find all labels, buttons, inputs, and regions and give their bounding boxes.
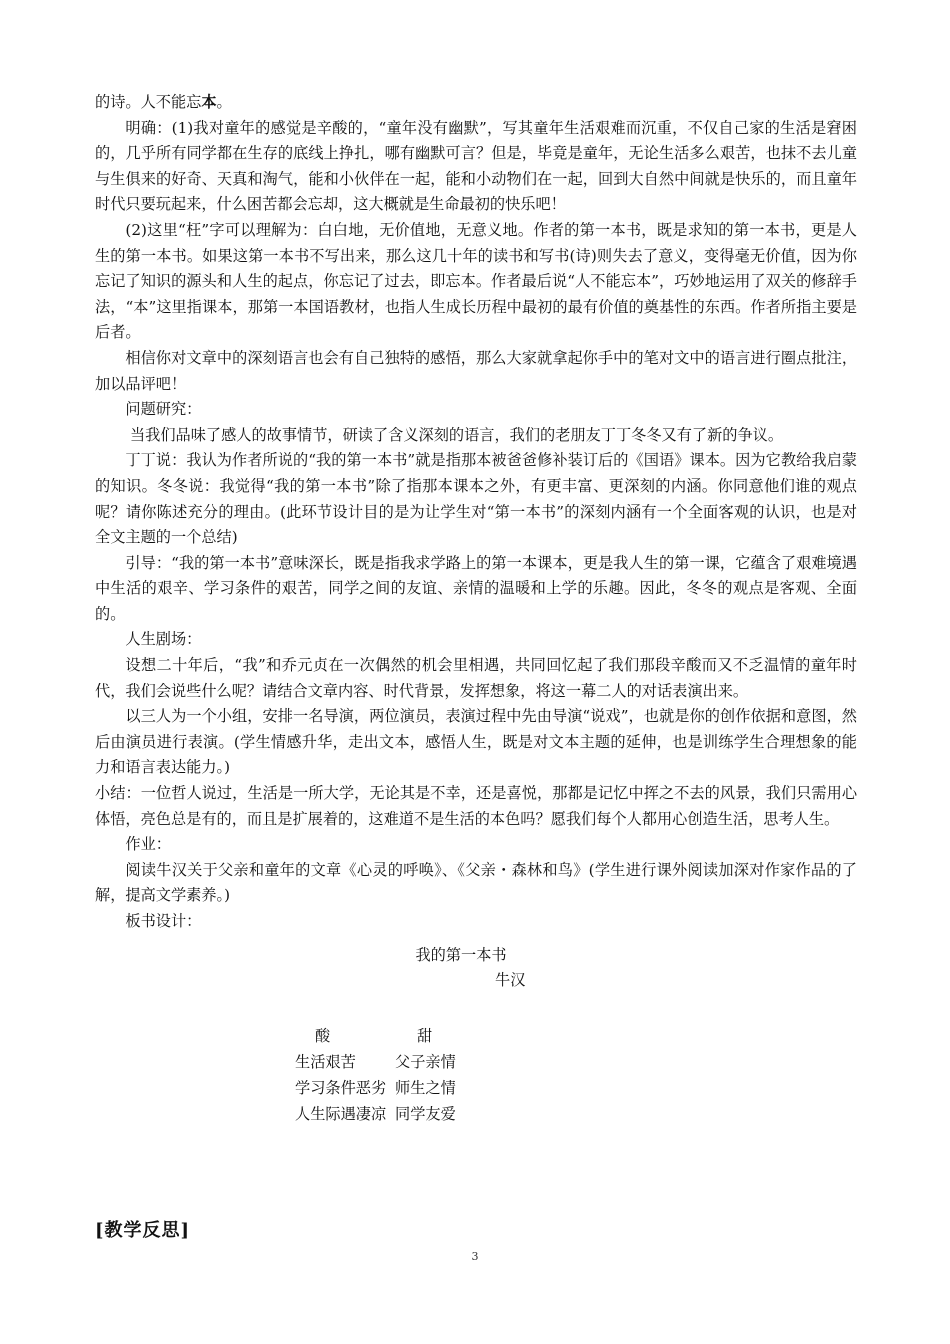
paragraph-homework: 阅读牛汉关于父亲和童年的文章《心灵的呼唤》、《父亲・森林和鸟》(学生进行课外阅读加深对作家作品的了解，提高文学素养。): [95, 860, 857, 905]
board-left-item: 生活艰苦: [295, 1052, 356, 1071]
paragraph-annotation-prompt: 相信你对文章中的深刻语言也会有自己独特的感悟，那么大家就拿起你手中的笔对文中的语言进行圈点批注，加以品评吧！: [95, 348, 857, 393]
heading-homework: 作业：: [125, 835, 171, 854]
paragraph-clarify-1: 明确：(1)我对童年的感觉是辛酸的，“童年没有幽默”，写其童年生活艰难而沉重，不仅自己家的生活是窘困的，几乎所有同学都在生存的底线上挣扎，哪有幽默可言？但是，毕竟是童年，无论生活多么艰苦，也抹不去儿童与生俱来的好奇、天真和淘气，能和小伙伴在一起，能和小动物们在一起，回到大自然中间就是快乐的，而且童年时代只要玩起来，什么困苦都会忘却，这大概就是生命最初的快乐吧！: [95, 118, 857, 214]
paragraph-intro: [95, 90, 857, 116]
bold-text-run: 本: [201, 93, 217, 111]
board-title: 我的第一本书: [415, 945, 507, 964]
heading-life-theater: 人生剧场：: [125, 630, 202, 649]
board-left-item: 人生际遇凄凉: [295, 1104, 387, 1123]
board-row: [95, 1076, 857, 1102]
board-row: [95, 1102, 857, 1128]
document-body: [95, 90, 857, 1128]
board-author: 牛汉: [495, 971, 526, 990]
paragraph-guidance: 引导：“我的第一本书”意味深长，既是指我求学路上的第一本课本，更是我人生的第一课，它蕴含了艰难境遇中生活的艰辛、学习条件的艰苦，同学之间的友谊、亲情的温暖和上学的乐趣。因此，冬冬的观点是客观、全面的。: [95, 553, 857, 623]
board-right-item: 师生之情: [395, 1078, 456, 1097]
heading-board-design: 板书设计：: [125, 912, 202, 930]
board-design-table: [95, 1024, 857, 1128]
board-left-header: 酸: [315, 1026, 331, 1045]
text-run: 的诗。人不能忘: [95, 93, 202, 111]
paragraph-scenario: 设想二十年后，“我”和乔元贞在一次偶然的机会里相遇，共同回忆起了我们那段辛酸而又不乏温情的童年时代，我们会说些什么呢？请结合文章内容、时代背景，发挥想象，将这一幕二人的对话表演出来。: [95, 656, 857, 700]
paragraph-dingding-dongdong: 丁丁说：我认为作者所说的“我的第一本书”就是指那本被爸爸修补装订后的《国语》课本。因为它教给我启蒙的知识。冬冬说：我觉得“我的第一本书”除了指那本课本之外，有更丰富、更深刻的内涵。你同意他们谁的观点呢？请你陈述充分的理由。(此环节设计目的是为让学生对“第一本书”的深刻内涵有一个全面客观的认识，也是对全文主题的一个总结): [95, 451, 857, 547]
board-row: [95, 1050, 857, 1076]
paragraph-group-performance: 以三人为一个小组，安排一名导演，两位演员，表演过程中先由导演“说戏”，也就是你的创作依据和意图，然后由演员进行表演。(学生情感升华，走出文本，感悟人生，既是对文本主题的延伸，也是训练学生合理想象的能力和语言表达能力。): [95, 707, 857, 777]
heading-problem-research: 问题研究：: [125, 400, 202, 419]
paragraph-research-intro: 当我们品味了感人的故事情节，研读了含义深刻的语言，我们的老朋友丁丁冬冬又有了新的争议。: [129, 425, 784, 444]
paragraph-clarify-2: (2)这里“枉”字可以理解为：白白地，无价值地，无意义地。作者的第一本书，既是求知的第一本书，更是人生的第一本书。如果这第一本书不写出来，那么这几十年的读书和写书(诗)则失去了意义，变得毫无价值，因为你忘记了知识的源头和人生的起点，你忘记了过去，即忘本。作者最后说“人不能忘本”，巧妙地运用了双关的修辞手法，“本”这里指课本，那第一本国语教材，也指人生成长历程中最初的最有价值的奠基性的东西。作者所指主要是后者。: [95, 220, 857, 342]
board-right-item: 同学友爱: [395, 1104, 456, 1123]
text-run: 。: [216, 93, 232, 111]
paragraph-summary: 小结：一位哲人说过，生活是一所大学，无论其是不幸，还是喜悦，那都是记忆中挥之不去的风景，我们只需用心体悟，亮色总是有的，而且是扩展着的，这难道不是生活的本色吗？愿我们每个人都用心创造生活，思考人生。: [95, 784, 857, 828]
board-header-row: [95, 1024, 857, 1050]
teaching-reflection-heading: [教学反思]: [95, 1220, 191, 1241]
page-number: 3: [471, 1250, 479, 1263]
board-right-header: 甜: [417, 1026, 433, 1045]
board-right-item: 父子亲情: [395, 1052, 456, 1071]
board-left-item: 学习条件恶劣: [295, 1078, 387, 1097]
